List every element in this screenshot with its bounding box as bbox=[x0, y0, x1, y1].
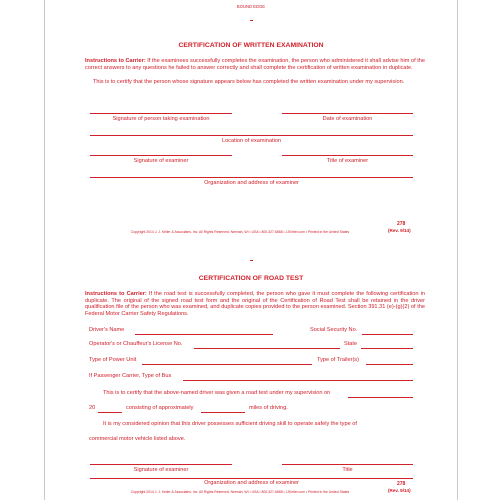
miles-text: miles of driving. bbox=[249, 405, 288, 411]
opinion-text: It is my considered opinion that this driver possesses sufficient driving skill to operate safely the type of bbox=[103, 421, 357, 427]
trailers-line[interactable] bbox=[366, 364, 413, 365]
consisting-text: consisting of approximately bbox=[126, 405, 194, 411]
examiner-organization-line[interactable] bbox=[90, 177, 413, 178]
road-instructions-label: Instructions to Carrier: bbox=[85, 291, 147, 297]
ssn-label: Social Security No. bbox=[310, 327, 358, 333]
drivers-name-label: Driver's Name bbox=[89, 327, 125, 333]
center-mark bbox=[250, 20, 253, 21]
state-line[interactable] bbox=[361, 348, 413, 349]
written-exam-title: CERTIFICATION OF WRITTEN EXAMINATION bbox=[178, 42, 324, 49]
form-page bbox=[44, 0, 458, 500]
bus-type-label: If Passenger Carrier, Type of Bus bbox=[89, 373, 172, 379]
signature-person-line[interactable] bbox=[90, 113, 232, 114]
year-line[interactable] bbox=[98, 412, 122, 413]
signature-examiner-label: Signature of examiner bbox=[133, 158, 189, 164]
miles-line[interactable] bbox=[201, 412, 245, 413]
road-signature-examiner-line[interactable] bbox=[90, 464, 232, 465]
written-instructions-text: If the examinees successfully completes the examination, the person who administered it shall advise him of the correct answers to any questions he failed to answer correctly and shall complete the certification of written examination in duplicate. bbox=[85, 58, 426, 71]
road-copyright: Copyright 2014 J. J. Keller & Associates, Inc. All Rights Reserved. Neenah, WI • USA • 800-327-6868 • JJKeller.com • Printed in the United States bbox=[130, 490, 350, 494]
exam-date-label: Date of examination bbox=[322, 116, 373, 122]
license-line[interactable] bbox=[194, 348, 340, 349]
signature-examiner-line[interactable] bbox=[90, 155, 232, 156]
exam-location-line[interactable] bbox=[90, 135, 413, 136]
road-organization-line[interactable] bbox=[90, 478, 413, 479]
exam-date-line[interactable] bbox=[282, 113, 413, 114]
bound-edge-stamp: BOUND EDGE bbox=[236, 4, 266, 9]
written-instructions-label: Instructions to Carrier: bbox=[85, 58, 146, 64]
trailers-label: Type of Trailer(s) bbox=[317, 357, 359, 363]
written-instructions bbox=[85, 58, 425, 71]
written-revision: (Rev. 9/14) bbox=[388, 228, 411, 233]
examiner-organization-label: Organization and address of examiner bbox=[204, 180, 299, 186]
road-title-label: Title bbox=[342, 467, 353, 473]
road-signature-examiner-label: Signature of examiner bbox=[133, 467, 189, 473]
road-instructions bbox=[85, 291, 425, 317]
bus-type-line[interactable] bbox=[183, 380, 413, 381]
power-unit-line[interactable] bbox=[142, 364, 312, 365]
road-form-number: 278 bbox=[397, 481, 406, 487]
power-unit-label: Type of Power Unit bbox=[89, 357, 137, 363]
exam-location-label: Location of examination bbox=[221, 138, 282, 144]
road-organization-label: Organization and address of examiner bbox=[204, 480, 299, 486]
road-instructions-text: If the road test is successfully completed, the person who gave it must complete the following certification in duplicate. The original of the signed road test form and the original of the Certification of Road Test shall be retained in the driver qualification file of the person who was examined, and duplicate copies provided to the person examined. Section 391.31 (e)-(g)(2) of the Federal Motor Carrier Safety Regulations. bbox=[85, 291, 425, 317]
written-form-number: 278 bbox=[397, 221, 406, 227]
drivers-name-line[interactable] bbox=[135, 334, 273, 335]
signature-person-label: Signature of person taking examination bbox=[112, 116, 210, 122]
road-revision: (Rev. 9/14) bbox=[388, 488, 411, 493]
road-test-date-line[interactable] bbox=[348, 397, 413, 398]
opinion-cont-text: commercial motor vehicle listed above. bbox=[89, 436, 186, 442]
license-label: Operator's or Chauffeur's License No. bbox=[89, 341, 183, 347]
examiner-title-label: Title of examiner bbox=[326, 158, 369, 164]
road-certify-text: This is to certify that the above-named driver was given a road test under my supervision on bbox=[103, 390, 331, 396]
center-mark-2 bbox=[250, 260, 253, 261]
road-test-title: CERTIFICATION OF ROAD TEST bbox=[198, 275, 304, 282]
written-certify-text: This is to certify that the person whose signature appears below has completed the written examination under my supervision. bbox=[93, 79, 405, 85]
state-label: State bbox=[344, 341, 358, 347]
ssn-line[interactable] bbox=[362, 334, 413, 335]
examiner-title-line[interactable] bbox=[282, 155, 413, 156]
road-title-line[interactable] bbox=[282, 464, 413, 465]
year-prefix: 20 bbox=[89, 405, 96, 411]
written-copyright: Copyright 2014 J. J. Keller & Associates, Inc. All Rights Reserved. Neenah, WI • USA • 800-327-6868 • JJKeller.com • Printed in the United States bbox=[130, 230, 350, 234]
